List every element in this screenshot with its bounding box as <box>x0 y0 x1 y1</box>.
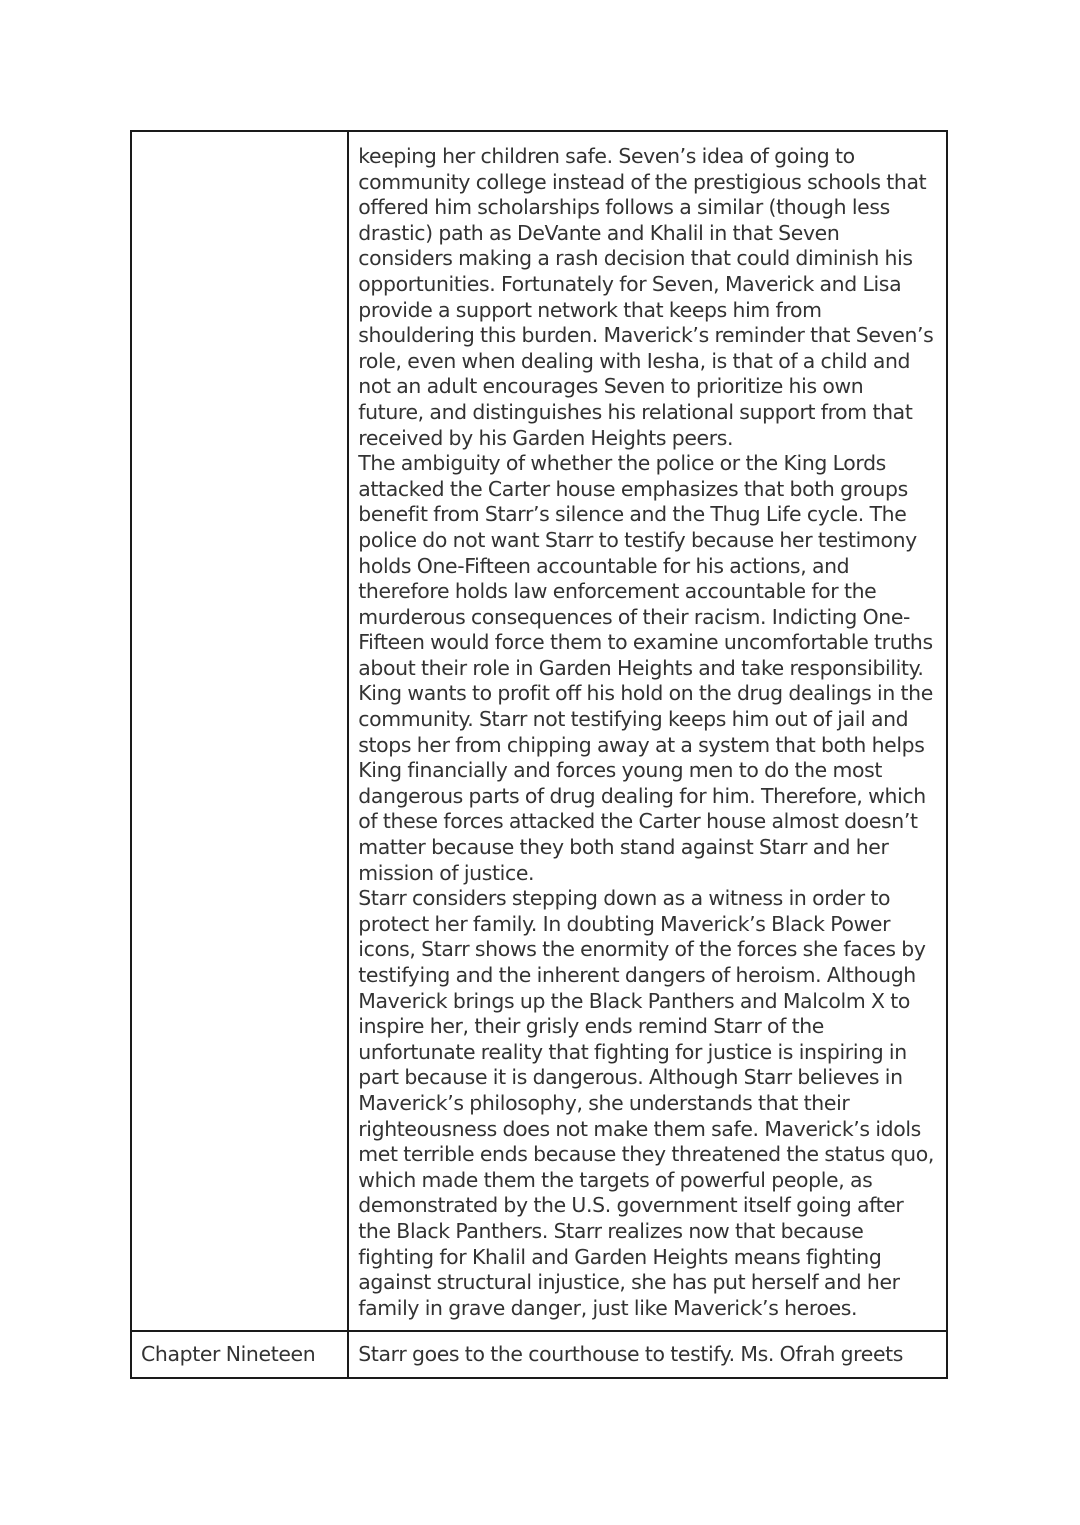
summary-paragraph: Starr considers stepping down as a witness in order to protect her family. In doubting Maverick’s Black Power icons, Starr shows the enormity of the forces she faces by testifying and the inherent dangers of heroism. Although Maverick brings up the Black Panthers and Malcolm X to inspire her, their grisly ends remind Starr of the unfortunate reality that fighting for justice is inspiring in part because it is dangerous. Although Starr believes in Maverick’s philosophy, she understands that their righteousness does not make them safe. Maverick’s idols met terrible ends because they threatened the status quo, which made them the targets of powerful people, as demonstrated by the U.S. government itself going after the Black Panthers. Starr realizes now that because fighting for Khalil and Garden Heights means fighting against structural injustice, she has put herself and her family in grave danger, just like Maverick’s heroes. <box>358 886 934 1320</box>
summary-text-cell <box>348 131 947 1331</box>
chapter-label-cell: Chapter Nineteen <box>131 1331 348 1378</box>
table-row <box>131 1331 947 1378</box>
summary-paragraph: keeping her children safe. Seven’s idea of going to community college instead of the prestigious schools that offered him scholarships follows a similar (though less drastic) path as DeVante and Khalil in that Seven considers making a rash decision that could diminish his opportunities. Fortunately for Seven, Maverick and Lisa provide a support network that keeps him from shouldering this burden. Maverick’s reminder that Seven’s role, even when dealing with Iesha, is that of a child and not an adult encourages Seven to prioritize his own future, and distinguishes his relational support from that received by his Garden Heights peers. <box>358 144 934 450</box>
summary-paragraph: The ambiguity of whether the police or the King Lords attacked the Carter house emphasizes that both groups benefit from Starr’s silence and the Thug Life cycle. The police do not want Starr to testify because her testimony holds One-Fifteen accountable for his actions, and therefore holds law enforcement accountable for the murderous consequences of their racism. Indicting One-Fifteen would force them to examine uncomfortable truths about their role in Garden Heights and take responsibility. King wants to profit off his hold on the drug dealings in the community. Starr not testifying keeps him out of jail and stops her from chipping away at a system that both helps King financially and forces young men to do the most dangerous parts of drug dealing for him. Therefore, which of these forces attacked the Carter house almost doesn’t matter because they both stand against Starr and her mission of justice. <box>358 451 933 885</box>
chapter-label-cell <box>131 131 348 1331</box>
summary-paragraph: Starr goes to the courthouse to testify. Ms. Ofrah greets <box>358 1342 904 1367</box>
summary-text-cell <box>348 1331 947 1378</box>
chapter-summary-table <box>130 130 948 1379</box>
table-row <box>131 131 947 1331</box>
